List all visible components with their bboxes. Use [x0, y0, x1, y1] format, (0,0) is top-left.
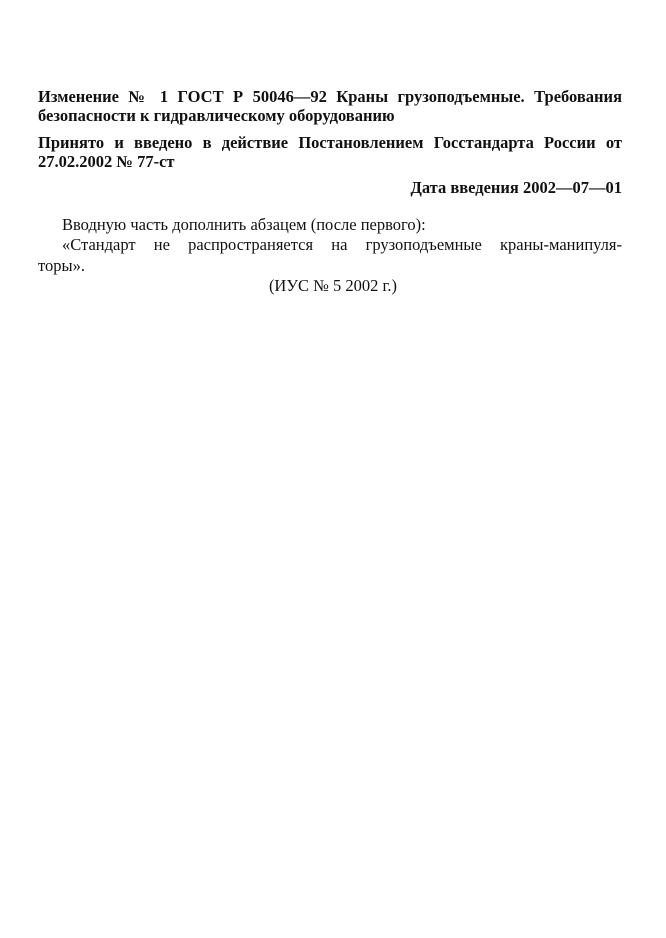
- effective-date: Дата введения 2002—07—01: [410, 178, 622, 197]
- source-reference: (ИУС № 5 2002 г.): [268, 276, 398, 295]
- paragraph-2-line-2: торы».: [38, 256, 85, 275]
- title-line-1: Изменение № 1 ГОСТ Р 50046—92 Краны грузоподъемные. Требования: [38, 87, 622, 106]
- title-line-2: безопасности к гидравлическому оборудованию: [38, 106, 395, 125]
- adoption-line-1: Принято и введено в действие Постановлением Госстандарта России от: [38, 133, 622, 152]
- paragraph-1: Вводную часть дополнить абзацем (после первого):: [62, 215, 426, 234]
- adoption-line-2: 27.02.2002 № 77-ст: [38, 152, 175, 171]
- paragraph-2-line-1: «Стандарт не распространяется на грузоподъемные краны-манипуля-: [62, 235, 622, 254]
